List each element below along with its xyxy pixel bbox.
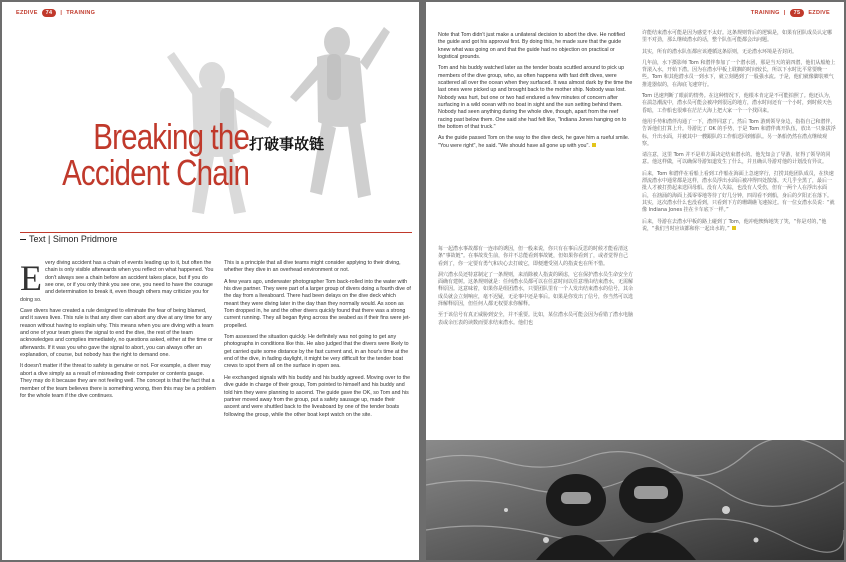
paragraph-text: As the guide passed Tom on the way to the dive deck, he gave him a rueful smile. "You were right", he said. "We should have all gone up with you". [438, 135, 630, 149]
paragraph: This is a principle that all dive teams might consider applying to their diving, whether they dive in an overhead environment or not. [224, 260, 401, 274]
article-title-cn: 打破事故链 [249, 135, 325, 153]
left-page-header [16, 9, 95, 17]
paragraph: Tom assessed the situation quickly. He definitely was not going to get any photographs in conditions like this. He also judged that the divers were likely to get carried quite some distance by the fast current and, in an hour's time at the end of the dive, in fading daylight, it might be very difficult for the tender boat crews to spot them all on the surface in open sea. [224, 334, 409, 370]
article-title [61, 116, 249, 193]
header-separator: | [783, 10, 786, 16]
paragraph: It doesn't matter if the threat to safety is genuine or not. For example, a diver may abort a dive simply as a result of misreading their computer or contents gauge. They may do it because they are not feeling well. The concept is that the fact that a member of the team believes there is something wrong, then this may be a problem for the whole team if the dive continues. [20, 363, 216, 399]
paragraph: A few years ago, underwater photographer Tom back-rolled into the water with his dive partner. They were part of a larger group of divers doing a fourth dive of the day from a liveaboard. There had been delays on the dive deck which meant they were diving later in the day than they normally would. As soon as Tom dropped in, he and the other divers quickly found that there was a strong current running. They all began flying across the seabed as if their fins were jet-propelled. [224, 278, 411, 329]
page-number-right: 75 [790, 9, 805, 17]
title-line-1: Breaking the [93, 116, 249, 157]
title-line-2: Accident Chain [61, 152, 249, 193]
section-right: TRAINING [750, 10, 780, 16]
right-page-header [751, 9, 830, 17]
paragraph-cn: 后来，Tom 和潜伴在看船上看到工作船在海面上急速穿行，打捞其他团队成员，在快速漂流潜水中通常都是这样，潜水员浮出水面后被冲得四处散落。天几乎全黑了，最后一批人才被打捞起来送回母船。没有人失踪，也没有人受伤，但有一两个人在浮出水面后，在汹涌的海面上孤零零地等待了好几分钟，四周看不到船，身后的夕阳正在落下。其实，这次潜水什么也没看到，只看到下方的珊瑚礁飞速掠过。有一位女潜水员说：“就像 Indiana Jones 挂在卡车底下一样。” [642, 170, 835, 214]
paragraph-cn: 许能结束潜水可能是因为感觉不太好。这条规则背后的逻辑是，如果有团队成员认定哪里不对劲，那么继续潜水的话，整个队伍可能都会出问题。 [642, 30, 833, 44]
paragraph [20, 260, 216, 304]
byline-rule [20, 232, 412, 233]
paragraph-text: very diving accident has a chain of events leading up to it, but often the chain is only visible afterwards when you reflect on what happened. You don't always see a chain before an accident takes place, but if you do see one, or if you only think you see one, you need to have the courage and determination to break it, even though others may criticize you for doing so. [20, 260, 214, 303]
paragraph-cn: 洞穴潜水员还特意制定了一条规则，来消除被人指责的顾虑，它在保护潜水员生命安全方面确有建树。这条规则就是：任何潜水员都可以在任意时间以任意理由结束潜水，无需解释原因。这意味着，如果你是组团潜水，只要团队里有一个人发出结束潜水的信号，其余成员就会立刻响应，毫不迟疑，无论事中还是事后。如果是你发出了信号，你当然可以选择解释原因，但任何人都无权要求你解释。 [438, 271, 634, 308]
paragraph: Cave divers have created a rule designed to eliminate the fear of being blamed, and it saves lives. This rule is that any diver can abort any dive at any time for any reason without having to explain why. This means when you are diving with a team and one of your team gives the signal to end the dive, the rest of the team acknowledges and complies immediately, no questions asked, either at the time or afterwards. If it was you who gave the signal to abort, you can always offer an explanation, of course, but nobody has the right to demand one. [20, 308, 214, 359]
column-1 [20, 260, 216, 404]
column-4-cn [642, 30, 836, 237]
paragraph-cn: 他用手势和潜伴沟通了一下，潜伴同意了。然后 Tom 游到领导身边，指指自己和潜伴，告诉他们打算上升。导游比了 OK 的手势，于是 Tom 和潜伴离开队伍，放出一只象拔浮标，升出水面，并被其中一艘跟队的工作船送回到船队。另一条船仍然在潜点继续观察。 [642, 118, 836, 147]
paragraph: Note that Tom didn't just make a unilateral decision to abort the dive. He notified the guide and got his approval first. By doing this, he made sure that the guide knew what was going on and that the guide had no objection on practical or logistical grounds. [438, 32, 625, 61]
paragraph-cn [642, 219, 836, 234]
paragraph: He exchanged signals with his buddy and his buddy agreed. Moving over to the dive guide in charge of their group, Tom pointed to himself and his buddy and told him they were planning to ascend. The guide gave the OK, so Tom and his partner moved away from the group, put a safety sausage up, made their ascent and were shuttled back to the liveaboard by one of the tender boats following the group, while the other boat kept watch on the site. [224, 374, 411, 418]
paragraph-cn: 几年前，水下摄影师 Tom 和潜伴参加了一个潜水团，那是当天的第四潜，他们从船舱上背滚入水，开始下潜。因为在潜水甲板上耽搁的时间较长，所以下水时比平常要晚一些。Tom 和其他潜水员一到水下，就立刻遇到了一股强水流。于是，他们就像脚装喷气推进器似的，在海底飞速穿行。 [642, 59, 836, 88]
right-page [426, 2, 844, 560]
brand-right: EZDIVE [808, 10, 830, 16]
paragraph-text: 后来，导游在去潜水甲板的路上碰到了 Tom，他冲他懊悔地笑了笑，“你是对的，”他说，“我们当时应该都和你一起出水的。” [642, 218, 827, 232]
diver-photo [426, 440, 844, 560]
left-page [2, 2, 419, 560]
paragraph-cn: 至于该信号有真正威胁到安全，并不重要。比如，某位潜水员可能会因为看错了潜水电脑表或余压表的读数而要求结束潜水。他们也 [438, 312, 634, 326]
section-left: TRAINING [66, 10, 96, 16]
paragraph-cn: 每一起潜水事故都有一连串的诱因，但一般来说，你只有在事后反思的时候才能看清这条“事故链”。在事故发生前，你并不总能看到事故链，但如果你看到了，或者觉得自己看到了，你一定要有勇气和决心去打破它，即便遭受别人的指责也在所不惜。 [438, 246, 629, 267]
paragraph: Tom and his buddy watched later as the tender boats scuttled around to pick up members of the dive group, who, as often happens with fast drift dives, were scattered all over the ocean when they surfaced. It was almost dark by the time the last ones were picked up and brought back to the mother ship. Nobody was lost. Nobody was hurt, but one or two had endured a few minutes of concern after surfacing in a wild ocean with no boat in sight and the sun setting behind them. Nobody had seen anything during the whole dive, though, apart from the reef racing past below them. One said she had felt like, "Indiana Jones hanging on to the bottom of that truck." [438, 65, 633, 131]
paragraph [438, 135, 633, 150]
end-mark-icon [592, 143, 596, 147]
brand-left: EZDIVE [16, 10, 38, 16]
column-3 [438, 32, 633, 154]
header-separator: | [60, 10, 63, 16]
paragraph-cn: 其实，所有的潜水队伍都应该遵循这条原则，无论潜水环境是否封闭。 [642, 48, 798, 55]
paragraph-cn: 请注意，这里 Tom 并不是单方面决定结束潜水的。他先知会了导游，征得了领导的同意。他这样做，可以确保导游知道发生了什么，并且确认导游对他的计划没有异议。 [642, 152, 831, 166]
byline-dash [20, 239, 26, 241]
byline-text: Text | Simon Pridmore [29, 234, 118, 244]
byline [20, 234, 117, 244]
paragraph-cn: Tom 迅速判断了眼前的情势。在这种情况下，他根本肯定是不可能拍照了。他还认为，在湍急潮流中，潜水员可能会被冲到很远的地方，潜水时间还有一个小时，到时候天色昏暗，工作船也很难在茫茫大海上把大家一个一个找回来。 [642, 93, 834, 114]
page-number-left: 74 [42, 9, 57, 17]
drop-cap: E [20, 258, 42, 298]
column-2 [224, 260, 412, 423]
end-mark-icon [732, 226, 736, 230]
column-3-cn [438, 246, 633, 331]
